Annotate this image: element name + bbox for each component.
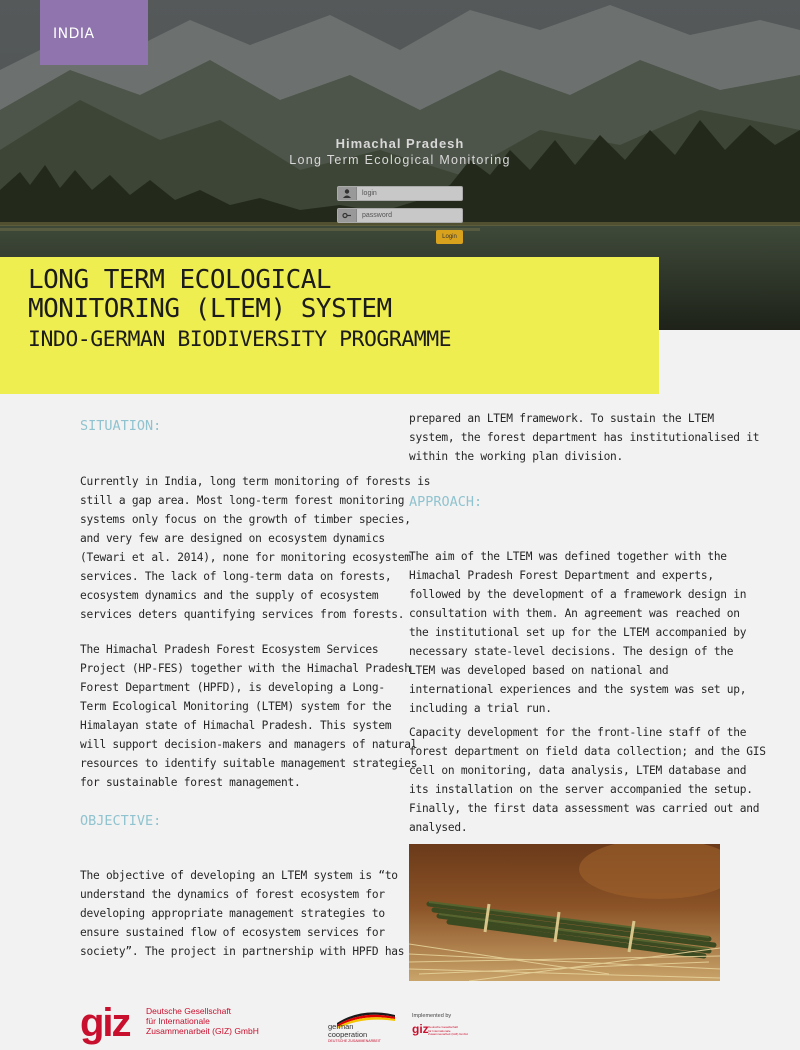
- giz-logo: giz: [80, 1001, 130, 1045]
- text-line: within the working plan division.: [409, 450, 624, 463]
- text-line: Zusammenarbeit (GIZ) GmbH: [428, 1032, 468, 1036]
- text-line: Finally, the first data assessment was carried out and: [409, 802, 760, 815]
- text-line: Term Ecological Monitoring (LTEM) system for the: [80, 700, 392, 713]
- text-line: still a gap area. Most long-term forest monitoring: [80, 494, 405, 507]
- text-line: Zusammenarbeit (GIZ) GmbH: [146, 1026, 259, 1036]
- hero-title: Himachal Pradesh: [335, 136, 465, 151]
- text-line: The objective of developing an LTEM system is “to: [80, 869, 398, 882]
- text-line: systems only focus on the growth of timber species,: [80, 513, 411, 526]
- situation-heading: SITUATION:: [80, 418, 162, 434]
- bamboo-bundles-photo: [409, 844, 720, 981]
- text-line: resources to identify suitable management strategies: [80, 757, 418, 770]
- text-line: analysed.: [409, 821, 468, 834]
- text-line: (Tewari et al. 2014), none for monitoring ecosystem: [80, 551, 411, 564]
- text-line: The aim of the LTEM was defined together with the: [409, 550, 727, 563]
- text-line: Project (HP-FES) together with the Himachal Pradesh: [80, 662, 411, 675]
- text-line: necessary state-level decisions. The design of the: [409, 645, 734, 658]
- text-line: prepared an LTEM framework. To sustain the LTEM: [409, 412, 714, 425]
- text-line: the institutional set up for the LTEM accompanied by: [409, 626, 747, 639]
- key-icon: [338, 209, 357, 222]
- objective-paragraph: [80, 866, 404, 961]
- text-line: services deters quantifying services from forests.: [80, 608, 405, 621]
- login-input[interactable]: [337, 186, 463, 201]
- text-line: services. The lack of long-term data on forests,: [80, 570, 392, 583]
- hero-subtitle: Long Term Ecological Monitoring: [289, 153, 511, 167]
- text-line: followed by the development of a framework design in: [409, 588, 747, 601]
- gc-line-1: german: [328, 1022, 354, 1031]
- approach-paragraph-1: [409, 547, 746, 718]
- title-line-2: MONITORING (LTEM) SYSTEM: [28, 294, 392, 324]
- implemented-by-giz-logo: giz: [412, 1022, 429, 1036]
- text-line: understand the dynamics of forest ecosystem for: [80, 888, 385, 901]
- text-line: cell on monitoring, data analysis, LTEM database and: [409, 764, 747, 777]
- text-line: will support decision-makers and managers of natural: [80, 738, 418, 751]
- objective-heading: OBJECTIVE:: [80, 813, 162, 829]
- title-line-1: LONG TERM ECOLOGICAL: [28, 265, 332, 295]
- text-line: for sustainable forest management.: [80, 776, 301, 789]
- login-button[interactable]: Login: [436, 230, 463, 244]
- objective-continuation: [409, 409, 759, 466]
- user-icon: [338, 187, 357, 200]
- text-line: consultation with them. An agreement was reached on: [409, 607, 740, 620]
- login-placeholder: login: [362, 190, 377, 197]
- password-placeholder: password: [362, 212, 392, 219]
- text-line: für Internationale: [146, 1016, 210, 1026]
- text-line: Currently in India, long term monitoring of forests is: [80, 475, 431, 488]
- implemented-by-giz-name: [428, 1026, 468, 1037]
- text-line: including a trial run.: [409, 702, 552, 715]
- text-line: ecosystem dynamics and the supply of ecosystem: [80, 589, 379, 602]
- document-title: [28, 266, 392, 324]
- programme-subtitle: INDO-GERMAN BIODIVERSITY PROGRAMME: [28, 327, 452, 352]
- situation-paragraph-2: [80, 640, 417, 792]
- implemented-by-label: Implemented by: [412, 1013, 452, 1019]
- text-line: ensure sustained flow of ecosystem services for: [80, 926, 385, 939]
- text-line: The Himachal Pradesh Forest Ecosystem Services: [80, 643, 379, 656]
- text-line: Himachal Pradesh Forest Department and experts,: [409, 569, 714, 582]
- text-line: LTEM was developed based on national and: [409, 664, 669, 677]
- situation-paragraph-1: [80, 472, 430, 624]
- country-tag: INDIA: [40, 0, 148, 65]
- gc-line-2: cooperation: [328, 1030, 368, 1039]
- approach-paragraph-2: [409, 723, 766, 837]
- title-banner: [0, 257, 659, 394]
- text-line: für Internationale: [428, 1028, 451, 1033]
- text-line: and very few are designed on ecosystem dynamics: [80, 532, 385, 545]
- password-input[interactable]: [337, 208, 463, 223]
- text-line: Deutsche Gesellschaft: [428, 1025, 459, 1029]
- text-line: its installation on the server accompanied the setup.: [409, 783, 753, 796]
- giz-full-name: [146, 1006, 259, 1036]
- german-cooperation-subtitle: DEUTSCHE ZUSAMMENARBEIT: [328, 1039, 381, 1043]
- text-line: developing appropriate management strategies to: [80, 907, 385, 920]
- text-line: society”. The project in partnership with HPFD has: [80, 945, 405, 958]
- text-line: Forest Department (HPFD), is developing a Long-: [80, 681, 385, 694]
- approach-heading: APPROACH:: [409, 494, 483, 510]
- text-line: Capacity development for the front-line staff of the: [409, 726, 747, 739]
- german-cooperation-label: [328, 1023, 367, 1039]
- text-line: Deutsche Gesellschaft: [146, 1006, 232, 1016]
- text-line: Himalayan state of Himachal Pradesh. This system: [80, 719, 392, 732]
- text-line: system, the forest department has institutionalised it: [409, 431, 760, 444]
- text-line: international experiences and the system was set up,: [409, 683, 747, 696]
- text-line: forest department on field data collection; and the GIS: [409, 745, 766, 758]
